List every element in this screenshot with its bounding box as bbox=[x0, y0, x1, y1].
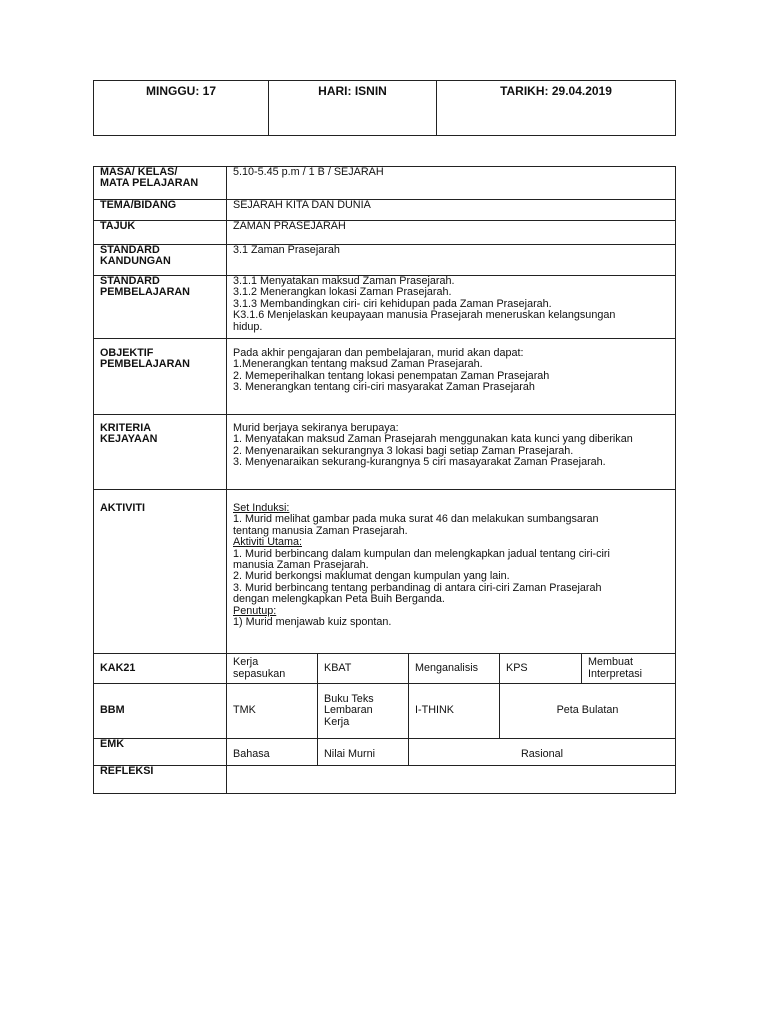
emk-cell-2: Nilai Murni bbox=[318, 739, 409, 766]
aktiviti-label: AKTIVITI bbox=[94, 490, 227, 654]
row-tema bbox=[94, 200, 676, 221]
tarikh-cell bbox=[437, 81, 676, 136]
objektif-line: 1.Menerangkan tentang maksud Zaman Prasejarah. bbox=[233, 358, 483, 371]
set-induksi-heading: Set Induksi: bbox=[233, 502, 290, 514]
kak21-cell-4: KPS bbox=[500, 654, 582, 684]
tema-value: SEJARAH KITA DAN DUNIA bbox=[227, 200, 676, 221]
kriteria-value bbox=[227, 415, 676, 490]
standard-pembelajaran-value bbox=[227, 276, 676, 339]
bbm-cell-4: Peta Bulatan bbox=[500, 684, 676, 739]
aktiviti-line: 1. Murid berbincang dalam kumpulan dan melengkapkan jadual tentang ciri-ciri bbox=[233, 547, 610, 560]
tema-label: TEMA/BIDANG bbox=[94, 200, 227, 221]
aktiviti-value bbox=[227, 490, 676, 654]
standard-kandungan-value: 3.1 Zaman Prasejarah bbox=[227, 245, 676, 276]
kriteria-label-line-2: KEJAYAAN bbox=[100, 433, 158, 446]
aktiviti-line: 2. Murid berkongsi maklumat dengan kumpulan yang lain. bbox=[233, 570, 510, 583]
aktiviti-line: 3. Murid berbincang tentang perbandinag di antara ciri-ciri Zaman Prasejarah bbox=[233, 581, 602, 594]
kriteria-line: 3. Menyenaraikan sekurang-kurangnya 5 ciri masayarakat Zaman Prasejarah. bbox=[233, 456, 606, 469]
bbm-cell-1: TMK bbox=[227, 684, 318, 739]
row-masa bbox=[94, 167, 676, 200]
kak21-cell-5-line-2: Interpretasi bbox=[588, 667, 643, 680]
aktiviti-line: 1) Murid menjawab kuiz spontan. bbox=[233, 616, 392, 629]
standard-kandungan-label-line-2: KANDUNGAN bbox=[100, 255, 171, 268]
standard-pembelajaran-line: hidup. bbox=[233, 320, 263, 333]
row-bbm bbox=[94, 684, 676, 739]
standard-kandungan-label bbox=[94, 245, 227, 276]
standard-kandungan-label-line-1: STANDARD bbox=[100, 244, 160, 256]
hari-cell bbox=[269, 81, 437, 136]
kak21-cell-3: Menganalisis bbox=[409, 654, 500, 684]
objektif-value bbox=[227, 339, 676, 415]
emk-label: EMK bbox=[94, 739, 227, 766]
emk-cell-3: Rasional bbox=[409, 739, 676, 766]
tajuk-value: ZAMAN PRASEJARAH bbox=[227, 221, 676, 245]
objektif-line: 2. Memeperihalkan tentang lokasi penempatan Zaman Prasejarah bbox=[233, 369, 550, 382]
row-standard-kandungan bbox=[94, 245, 676, 276]
kak21-cell-1-line-1: Kerja bbox=[233, 656, 259, 669]
masa-value: 5.10-5.45 p.m / 1 B / SEJARAH bbox=[227, 167, 676, 200]
aktiviti-line: manusia Zaman Prasejarah. bbox=[233, 559, 369, 572]
lesson-plan-table bbox=[93, 166, 676, 794]
standard-pembelajaran-label bbox=[94, 276, 227, 339]
row-refleksi bbox=[94, 766, 676, 794]
tarikh-text: TARIKH: 29.04.2019 bbox=[500, 84, 612, 98]
objektif-line: 3. Menerangkan tentang ciri-ciri masyarakat Zaman Prasejarah bbox=[233, 381, 535, 394]
row-emk bbox=[94, 739, 676, 766]
aktiviti-utama-heading: Aktiviti Utama: bbox=[233, 536, 302, 549]
minggu-text: MINGGU: 17 bbox=[145, 84, 216, 98]
bbm-cell-3: I-THINK bbox=[409, 684, 500, 739]
row-kriteria bbox=[94, 415, 676, 490]
bbm-cell-2 bbox=[318, 684, 409, 739]
standard-pembelajaran-label-line-2: PEMBELAJARAN bbox=[100, 286, 190, 299]
bbm-cell-2-line-2: Lembaran bbox=[324, 704, 373, 717]
kriteria-line: 1. Menyatakan maksud Zaman Prasejarah menggunakan kata kunci yang diberikan bbox=[233, 433, 633, 446]
objektif-label-line-1: OBJEKTIF bbox=[100, 347, 154, 359]
penutup-heading: Penutup: bbox=[233, 604, 277, 617]
standard-pembelajaran-line: 3.1.1 Menyatakan maksud Zaman Prasejarah. bbox=[233, 275, 455, 287]
kak21-cell-1-line-2: sepasukan bbox=[233, 667, 286, 680]
hari-text: HARI: ISNIN bbox=[318, 84, 387, 98]
tajuk-label: TAJUK bbox=[94, 221, 227, 245]
aktiviti-line: tentang manusia Zaman Prasejarah. bbox=[233, 524, 408, 537]
kak21-label: KAK21 bbox=[94, 654, 227, 684]
standard-pembelajaran-label-line-1: STANDARD bbox=[100, 275, 160, 287]
masa-label-line-2: MATA PELAJARAN bbox=[100, 177, 199, 190]
aktiviti-line: dengan melengkapkan Peta Buih Berganda. bbox=[233, 593, 445, 606]
kriteria-label bbox=[94, 415, 227, 490]
header-table bbox=[93, 80, 676, 136]
objektif-label-line-2: PEMBELAJARAN bbox=[100, 358, 190, 371]
bbm-label: BBM bbox=[94, 684, 227, 739]
emk-cell-1: Bahasa bbox=[227, 739, 318, 766]
standard-pembelajaran-line: K3.1.6 Menjelaskan keupayaan manusia Prasejarah meneruskan kelangsungan bbox=[233, 309, 616, 322]
row-standard-pembelajaran bbox=[94, 276, 676, 339]
kriteria-line: Murid berjaya sekiranya berupaya: bbox=[233, 422, 399, 434]
standard-pembelajaran-line: 3.1.3 Membandingkan ciri- ciri kehidupan pada Zaman Prasejarah. bbox=[233, 297, 552, 310]
row-objektif bbox=[94, 339, 676, 415]
masa-label bbox=[94, 167, 227, 200]
kak21-cell-1 bbox=[227, 654, 318, 684]
kak21-cell-5 bbox=[582, 654, 676, 684]
kriteria-line: 2. Menyenaraikan sekurangnya 3 lokasi bagi setiap Zaman Prasejarah. bbox=[233, 444, 574, 457]
row-aktiviti bbox=[94, 490, 676, 654]
kriteria-label-line-1: KRITERIA bbox=[100, 422, 151, 434]
objektif-line: Pada akhir pengajaran dan pembelajaran, murid akan dapat: bbox=[233, 347, 524, 359]
kak21-cell-5-line-1: Membuat bbox=[588, 656, 634, 669]
bbm-cell-2-line-1: Buku Teks bbox=[324, 692, 374, 705]
minggu-cell bbox=[94, 81, 269, 136]
standard-pembelajaran-line: 3.1.2 Menerangkan lokasi Zaman Prasejarah. bbox=[233, 286, 452, 299]
kak21-cell-2: KBAT bbox=[318, 654, 409, 684]
row-kak21 bbox=[94, 654, 676, 684]
objektif-label bbox=[94, 339, 227, 415]
masa-label-line-1: MASA/ KELAS/ bbox=[100, 166, 178, 178]
bbm-cell-2-line-3: Kerja bbox=[324, 715, 350, 728]
refleksi-label: REFLEKSI bbox=[94, 766, 227, 794]
aktiviti-line: 1. Murid melihat gambar pada muka surat 46 dan melakukan sumbangsaran bbox=[233, 513, 599, 526]
row-tajuk bbox=[94, 221, 676, 245]
refleksi-value bbox=[227, 766, 676, 794]
